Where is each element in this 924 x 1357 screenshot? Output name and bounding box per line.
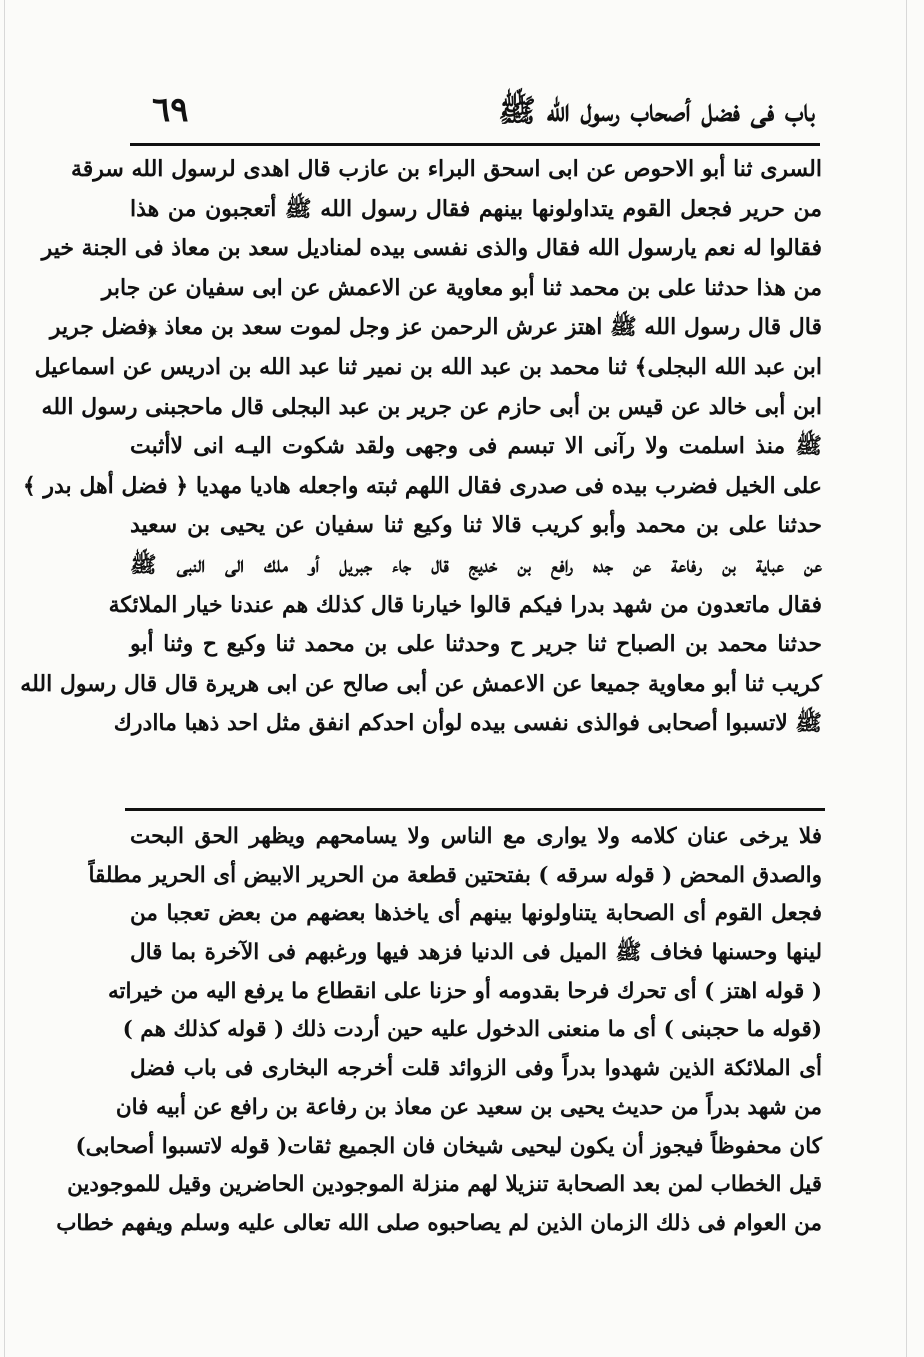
header-rule: [130, 143, 820, 146]
footnote-divider: [125, 808, 825, 811]
text-line: فقال ماتعدون من شهد بدرا فیکم قالوا خیارنا قال کذلك هم عندنا خیار الملائکة: [108, 591, 822, 618]
note-line: (قوله ما حجبنی ) أی ما منعنی الدخول علیه حین أردت ذلك ( قوله کذلك هم ): [122, 1017, 822, 1043]
note-line: من شهد بدراً من حدیث یحیی بن سعید عن معاذ بن رفاعة بن رافع عن أبیه فان: [115, 1094, 822, 1120]
text-line: ﷺ منذ اسلمت ولا رآنی الا تبسم فی وجهی ولقد شکوت الیـه انی لاأثبت: [130, 433, 822, 460]
note-line: أی الملائکة الذین شهدوا بدراً وفی الزوائد قلت أخرجه البخاری فی باب فضل: [130, 1056, 822, 1082]
text-line: من حریر فجعل القوم يتداولونها بينهم فقال رسول الله ﷺ أتعجبون من هذا: [130, 195, 822, 222]
text-line: حدثنا محمد بن الصباح ثنا جریر ح وحدثنا علی بن محمد ثنا وکیع ح وثنا أبو: [130, 631, 822, 658]
text-line: فقالوا له نعم یارسول الله فقال والذى نفسى بیده لمنادیل سعد بن معاذ فی الجنة خیر: [41, 235, 822, 262]
text-line: من هذا حدثنا علی بن محمد ثنا أبو معاویة عن الاعمش عن ابی سفیان عن جابر: [101, 274, 822, 301]
note-line: ( قوله اهتز ) أی تحرك فرحا بقدومه أو حزنا علی انقطاع ما یرفع الیه من خیراته: [108, 978, 822, 1004]
scan-edge-line: [4, 0, 5, 1357]
text-line: ﷺ لاتسبوا أصحابی فوالذی نفسی بیده لوأن احدکم انفق مثل احد ذهبا ماادرك: [113, 710, 822, 737]
text-line: کریب ثنا أبو معاویة جمیعا عن الاعمش عن أبی صالح عن ابی هریرة قال قال رسول الله: [20, 670, 822, 697]
text-line: ابن أبی خالد عن قیس بن أبی حازم عن جریر بن عبد البجلی قال ماحجبنی رسول الله: [41, 393, 822, 420]
note-line: فلا یرخی عنان کلامه ولا یواری مع الناس ولا یسامحهم ویظهر الحق البحت: [130, 824, 822, 849]
text-line: عن عبایة بن رفاعة عن جده رافع بن خدیج قال جاء جبریل أو ملك الی النبی ﷺ: [130, 551, 822, 578]
note-line: قیل الخطاب لمن بعد الصحابة تنزیلا لهم منزلة الموجودین الحاضرین وقیل للموجودین: [67, 1172, 822, 1198]
text-line: السری ثنا أبو الاحوص عن ابی اسحق البراء بن عازب قال اهدی لرسول الله سرقة: [70, 156, 822, 182]
text-line: ابن عبد الله البجلی﴾ ثنا محمد بن عبد الله بن نمیر ثنا عبد الله بن ادریس عن اسماعیل: [34, 353, 822, 380]
main-text: [20, 150, 822, 744]
note-line: من العوام فی ذلك الزمان الذین لم یصاحبوه صلی الله تعالی علیه وسلم ویفهم خطاب: [56, 1210, 822, 1236]
text-line: قال قال رسول الله ﷺ اهتز عرش الرحمن عز وجل لموت سعد بن معاذ ﴿فضل جریر: [49, 314, 822, 341]
page-header: [130, 88, 815, 140]
note-line: والصدق المحض ( قوله سرقه ) بفتحتین قطعة من الحریر الابیض أی الحریر مطلقاً: [88, 862, 822, 888]
text-line: علی الخیل فضرب بیده فی صدری فقال اللهم ثبته واجعله هادیا مهدیا ﴿ فضل أهل بدر ﴾: [22, 472, 822, 499]
chapter-title: باب فی فضل أصحاب رسول الله ﷺ: [498, 93, 815, 129]
note-line: لینها وحسنها فخاف ﷺ المیل فی الدنیا فزهد فیها ورغبهم فی الآخرة بما قال: [130, 940, 822, 966]
text-line: حدثنا علی بن محمد وأبو کریب قالا ثنا وکیع ثنا سفیان عن یحیی بن سعید: [130, 512, 822, 539]
note-line: کان محفوظاً فیجوز أن یکون لیحیی شیخان فان الجمیع ثقات( قوله لاتسبوا أصحابی): [75, 1133, 822, 1159]
page-number: ٦٩: [152, 90, 189, 130]
footnote-text: [56, 818, 822, 1244]
scan-edge-line: [906, 0, 907, 1357]
note-line: فجعل القوم أی الصحابة یتناولونها بینهم أی یاخذها بعضهم من بعض تعجبا من: [130, 901, 822, 927]
